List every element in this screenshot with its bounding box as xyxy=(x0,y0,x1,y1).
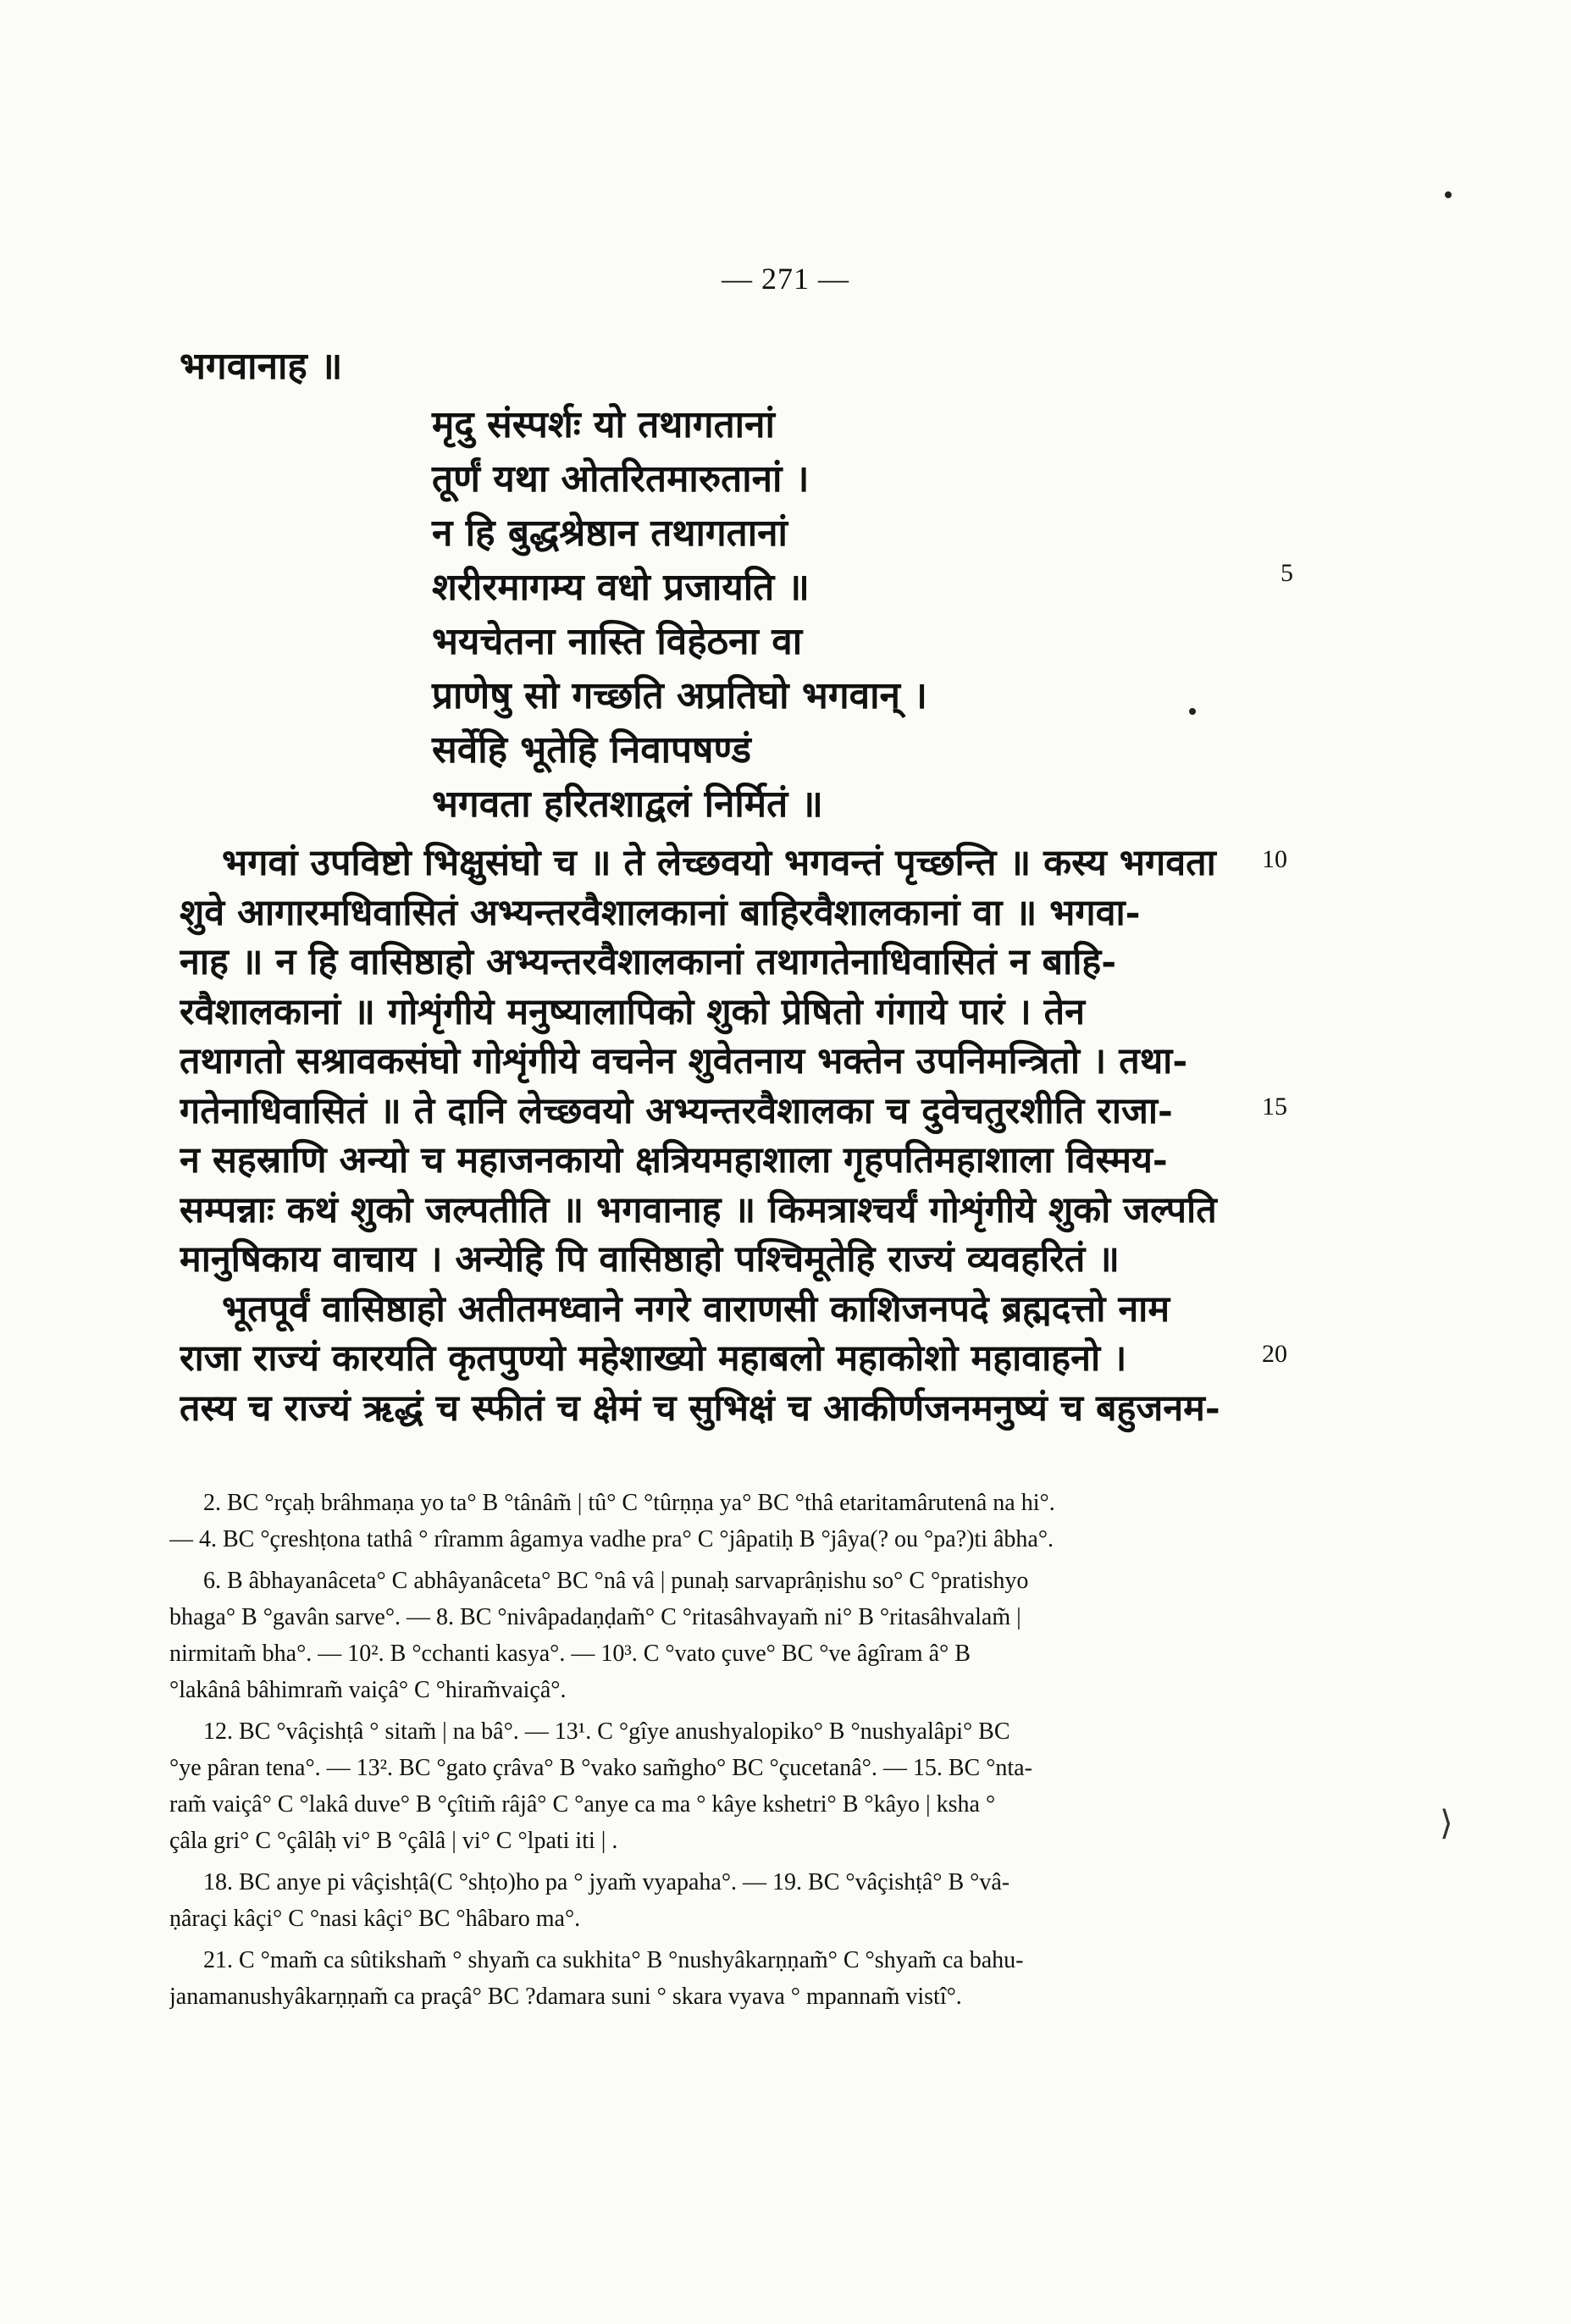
note-line: — 4. BC °çreshṭona tathâ ° rîramm âgamya vadhe pra° C °jâpatiḥ B °jâya(? ou °pa?)ti âbha°. xyxy=(169,1526,1054,1552)
verse-line: भगवता हरितशाद्वलं निर्मितं ॥ xyxy=(432,783,823,826)
line-number-15: 15 xyxy=(1262,1093,1287,1120)
speaker-line: भगवानाह ॥ xyxy=(180,345,343,388)
line-number-5: 5 xyxy=(1281,559,1293,587)
note-line: 18. BC anye pi vâçishṭâ(C °shṭo)ho pa ° jyam̃ vyapaha°. — 19. BC °vâçishṭâ° B °vâ- xyxy=(203,1869,1010,1895)
verse-line: सर्वेहि भूतेहि निवापषण्डं xyxy=(432,728,751,772)
prose-line: गतेनाधिवासितं ॥ ते दानि लेच्छवयो अभ्यन्तरवैशालका च दुवेचतुरशीति राजा- xyxy=(180,1089,1173,1132)
ink-speck xyxy=(1445,191,1452,198)
prose-line: मानुषिकाय वाचाय । अन्येहि पि वासिष्ठाहो पश्चिमूतेहि राज्यं व्यवहरितं ॥ xyxy=(180,1238,1120,1281)
line-number-10: 10 xyxy=(1262,845,1287,873)
note-line: °ye pâran tena°. — 13². BC °gato çrâva° B °vako sam̃gho° BC °çucetanâ°. — 15. BC °nta- xyxy=(169,1755,1032,1781)
note-line: 12. BC °vâçishṭâ ° sitam̃ | na bâ°. — 13¹. C °gîye anushyalopiko° B °nushyalâpi° BC xyxy=(203,1718,1010,1745)
prose-block xyxy=(180,838,1272,1433)
verse-line: शरीरमागम्य वधो प्रजायति ॥ xyxy=(432,566,810,609)
note-line: çâla gri° C °çâlâḥ vi° B °çâlâ | vi° C °lpati iti | . xyxy=(169,1828,618,1854)
prose-line: न सहस्राणि अन्यो च महाजनकायो क्षत्रियमहाशाला गृहपतिमहाशाला विस्मय- xyxy=(180,1139,1168,1181)
note-line: 6. B âbhayanâceta° C abhâyanâceta° BC °nâ vâ | punaḥ sarvaprâṇishu so° C °pratishyo xyxy=(203,1568,1029,1594)
prose-line: तथागतो सश्रावकसंघो गोशृंगीये वचनेन शुवेतनाय भक्तेन उपनिमन्त्रितो । तथा- xyxy=(180,1040,1188,1082)
verse-line: मृदु संस्पर्शः यो तथागतानां xyxy=(432,403,775,446)
prose-line: शुवे आगारमधिवासितं अभ्यन्तरवैशालकानां बाहिरवैशालकानां वा ॥ भगवा- xyxy=(180,891,1141,934)
prose-line: भूतपूर्वं वासिष्ठाहो अतीतमध्वाने नगरे वाराणसी काशिजनपदे ब्रह्मदत्तो नाम xyxy=(222,1287,1170,1331)
line-number-20: 20 xyxy=(1262,1340,1287,1368)
verse-line: तूर्णं यथा ओतरितमारुतानां । xyxy=(432,457,810,501)
note-line: bhaga° B °gavân sarve°. — 8. BC °nivâpadaṇḍam̃° C °ritasâhvayam̃ ni° B °ritasâhvalam̃ | xyxy=(169,1604,1021,1630)
verse-line: न हि बुद्धश्रेष्ठान तथागतानां xyxy=(432,512,788,555)
prose-line: नाह ॥ न हि वासिष्ठाहो अभ्यन्तरवैशालकानां तथागतेनाधिवासितं न बाहि- xyxy=(180,941,1117,983)
note-line: ṇâraçi kâçi° C °nasi kâçi° BC °hâbaro ma°. xyxy=(169,1906,581,1932)
prose-line: तस्य च राज्यं ऋद्धं च स्फीतं च क्षेमं च सुभिक्षं च आकीर्णजनमनुष्यं च बहुजनम- xyxy=(180,1386,1220,1430)
page-number: — 271 — xyxy=(722,262,849,296)
note-line: janamanushyâkarṇṇam̃ ca praçâ° BC ?damara suni ° skara vyava ° mpannam̃ vistî°. xyxy=(169,1984,962,2010)
verse-block xyxy=(432,398,1279,832)
variant-notes xyxy=(169,1485,1287,2015)
note-line: nirmitam̃ bha°. — 10². B °cchanti kasya°. — 10³. C °vato çuve° BC °ve âgîram â° B xyxy=(169,1641,971,1667)
note-line: 21. C °mam̃ ca sûtiksham̃ ° shyam̃ ca sukhita° B °nushyâkarṇṇam̃° C °shyam̃ ca bahu- xyxy=(203,1947,1024,1973)
note-line: 2. BC °rçaḥ brâhmaṇa yo ta° B °tânâm̃ | tû° C °tûrṇṇa ya° BC °thâ etaritamârutenâ na hi°. xyxy=(203,1490,1055,1516)
ink-speck xyxy=(1189,708,1196,715)
verse-line: भयचेतना नास्ति विहेठना वा xyxy=(432,620,803,663)
prose-line: सम्पन्नाः कथं शुको जल्पतीति ॥ भगवानाह ॥ किमत्राश्चर्यं गोशृंगीये शुको जल्पति xyxy=(180,1188,1217,1231)
prose-line: रवैशालकानां ॥ गोशृंगीये मनुष्यालापिको शुको प्रेषितो गंगाये पारं । तेन xyxy=(180,990,1085,1033)
note-line: ram̃ vaiçâ° C °lakâ duve° B °çîtim̃ râjâ° C °anye ca ma ° kâye kshetri° B °kâyo | ksha ° xyxy=(169,1791,996,1818)
verse-line: प्राणेषु सो गच्छति अप्रतिघो भगवान् । xyxy=(432,674,927,717)
prose-line: भगवां उपविष्टो भिक्षुसंघो च ॥ ते लेच्छवयो भगवन्तं पृच्छन्ति ॥ कस्य भगवता xyxy=(222,842,1216,884)
prose-line: राजा राज्यं कारयति कृतपुण्यो महेशाख्यो महाबलो महाकोशो महावाहनो । xyxy=(180,1337,1127,1380)
margin-bracket-mark: ⟩ xyxy=(1440,1804,1453,1843)
note-line: °lakânâ bâhimram̃ vaiçâ° C °hiram̃vaiçâ°. xyxy=(169,1677,567,1703)
